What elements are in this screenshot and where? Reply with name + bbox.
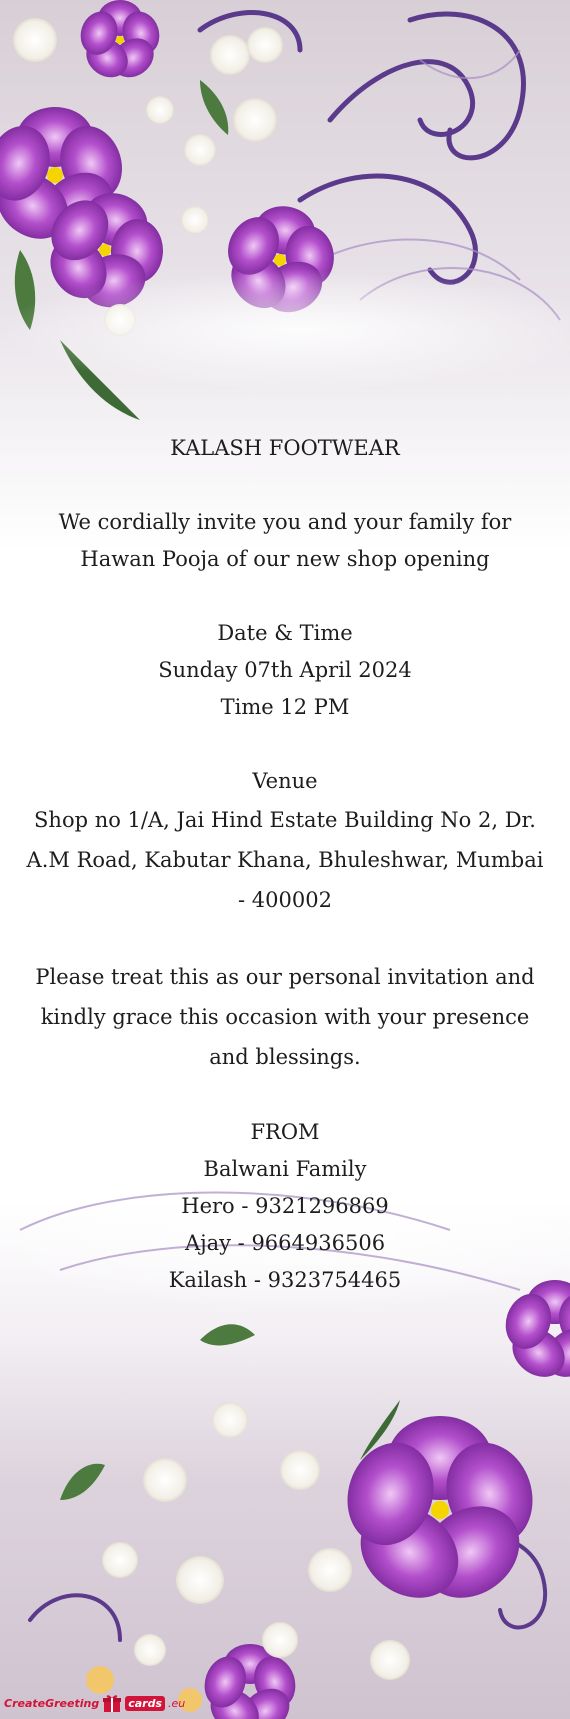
date-heading: Date & Time xyxy=(217,621,353,645)
watermark-link[interactable] xyxy=(4,1690,185,1716)
event-date: Sunday 07th April 2024 xyxy=(158,658,412,682)
request-line: Please treat this as our personal invitation and kindly grace this occasion with your presence and blessings. xyxy=(35,965,535,1069)
from-heading: FROM xyxy=(250,1120,320,1144)
shop-name: KALASH FOOTWEAR xyxy=(170,436,400,460)
invitation-message xyxy=(20,430,550,1299)
contact-1: Hero - 9321296869 xyxy=(181,1194,389,1218)
gift-icon xyxy=(102,1693,122,1713)
contact-2: Ajay - 9664936506 xyxy=(184,1231,386,1255)
bottom-flower-cluster xyxy=(60,1280,570,1719)
venue-heading: Venue xyxy=(252,769,318,793)
event-time: Time 12 PM xyxy=(220,695,350,719)
invite-line: We cordially invite you and your family for Hawan Pooja of our new shop opening xyxy=(58,510,512,571)
family-name: Balwani Family xyxy=(203,1157,367,1181)
watermark-text-cards: cards xyxy=(125,1696,165,1711)
watermark-text-main: CreateGreeting xyxy=(4,1696,100,1710)
watermark-text-domain: .eu xyxy=(168,1696,186,1710)
venue-address: Shop no 1/A, Jai Hind Estate Building No 2, Dr. A.M Road, Kabutar Khana, Bhuleshwar, Mumbai - 400002 xyxy=(26,808,544,912)
contact-3: Kailash - 9323754465 xyxy=(168,1268,402,1292)
